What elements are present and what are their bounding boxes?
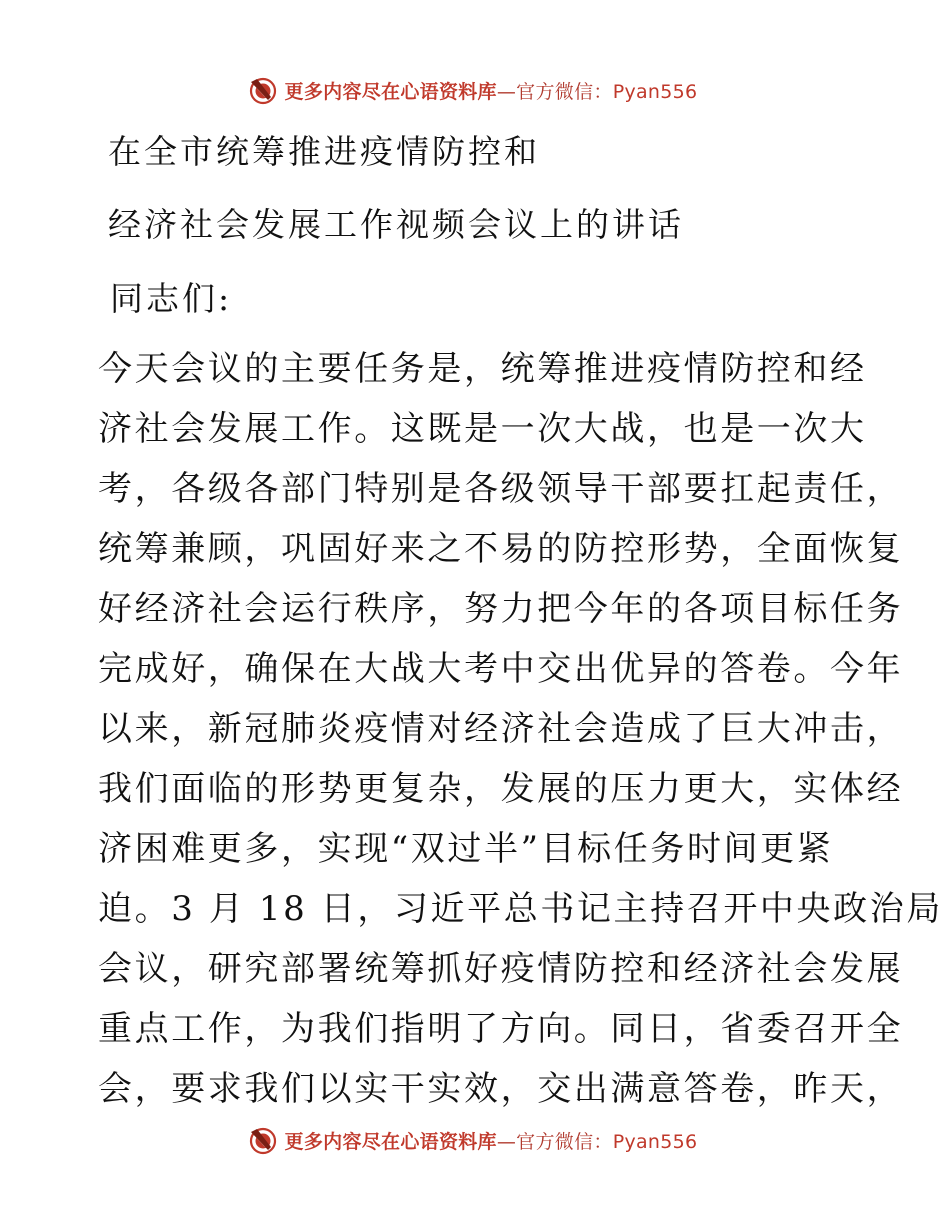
body-line: 好经济社会运行秩序，努力把今年的各项目标任务: [98, 589, 904, 629]
footer-banner-text: [285, 1127, 698, 1154]
quill-pen-logo-icon: [247, 74, 279, 106]
footer-brand-text: 更多内容尽在心语资料库: [284, 1130, 497, 1153]
speech-title-line-2: 经济社会发展工作视频会议上的讲话: [108, 205, 684, 244]
header-brand-text: 更多内容尽在心语资料库: [284, 80, 497, 103]
header-official-label: 官方微信：: [516, 80, 613, 103]
footer-wechat-id: Pyan556: [612, 1130, 698, 1153]
body-line: 我们面临的形势更复杂，发展的压力更大，实体经: [98, 769, 904, 809]
footer-banner-content: [247, 1124, 698, 1156]
header-banner-text: [285, 77, 698, 104]
footer-separator: —: [496, 1130, 517, 1153]
body-line: 会议，研究部署统筹抓好疫情防控和经济社会发展: [98, 949, 904, 989]
header-banner-content: [247, 74, 698, 106]
speech-greeting: 同志们:: [110, 279, 233, 318]
body-line: 完成好，确保在大战大考中交出优异的答卷。今年: [98, 649, 904, 689]
body-line: 重点工作，为我们指明了方向。同日，省委召开全: [98, 1009, 904, 1049]
body-line: 统筹兼顾，巩固好来之不易的防控形势，全面恢复: [98, 529, 904, 569]
body-line: 考，各级各部门特别是各级领导干部要扛起责任，: [98, 469, 904, 509]
speech-title-line-1: 在全市统筹推进疫情防控和: [108, 132, 540, 171]
header-separator: —: [496, 80, 517, 103]
body-line: 迫。3 月 18 日，习近平总书记主持召开中央政治局: [98, 889, 943, 929]
body-line: 济社会发展工作。这既是一次大战，也是一次大: [98, 409, 867, 449]
header-watermark-banner: [0, 70, 950, 110]
footer-watermark-banner: [0, 1120, 950, 1160]
body-line: 济困难更多，实现“双过半”目标任务时间更紧: [98, 829, 834, 869]
quill-pen-logo-icon: [247, 1124, 279, 1156]
body-line: 今天会议的主要任务是，统筹推进疫情防控和经: [98, 349, 867, 389]
header-wechat-id: Pyan556: [612, 80, 698, 103]
footer-official-label: 官方微信：: [516, 1130, 613, 1153]
body-line: 会，要求我们以实干实效，交出满意答卷，昨天，: [98, 1069, 904, 1109]
body-line: 以来，新冠肺炎疫情对经济社会造成了巨大冲击，: [98, 709, 904, 749]
